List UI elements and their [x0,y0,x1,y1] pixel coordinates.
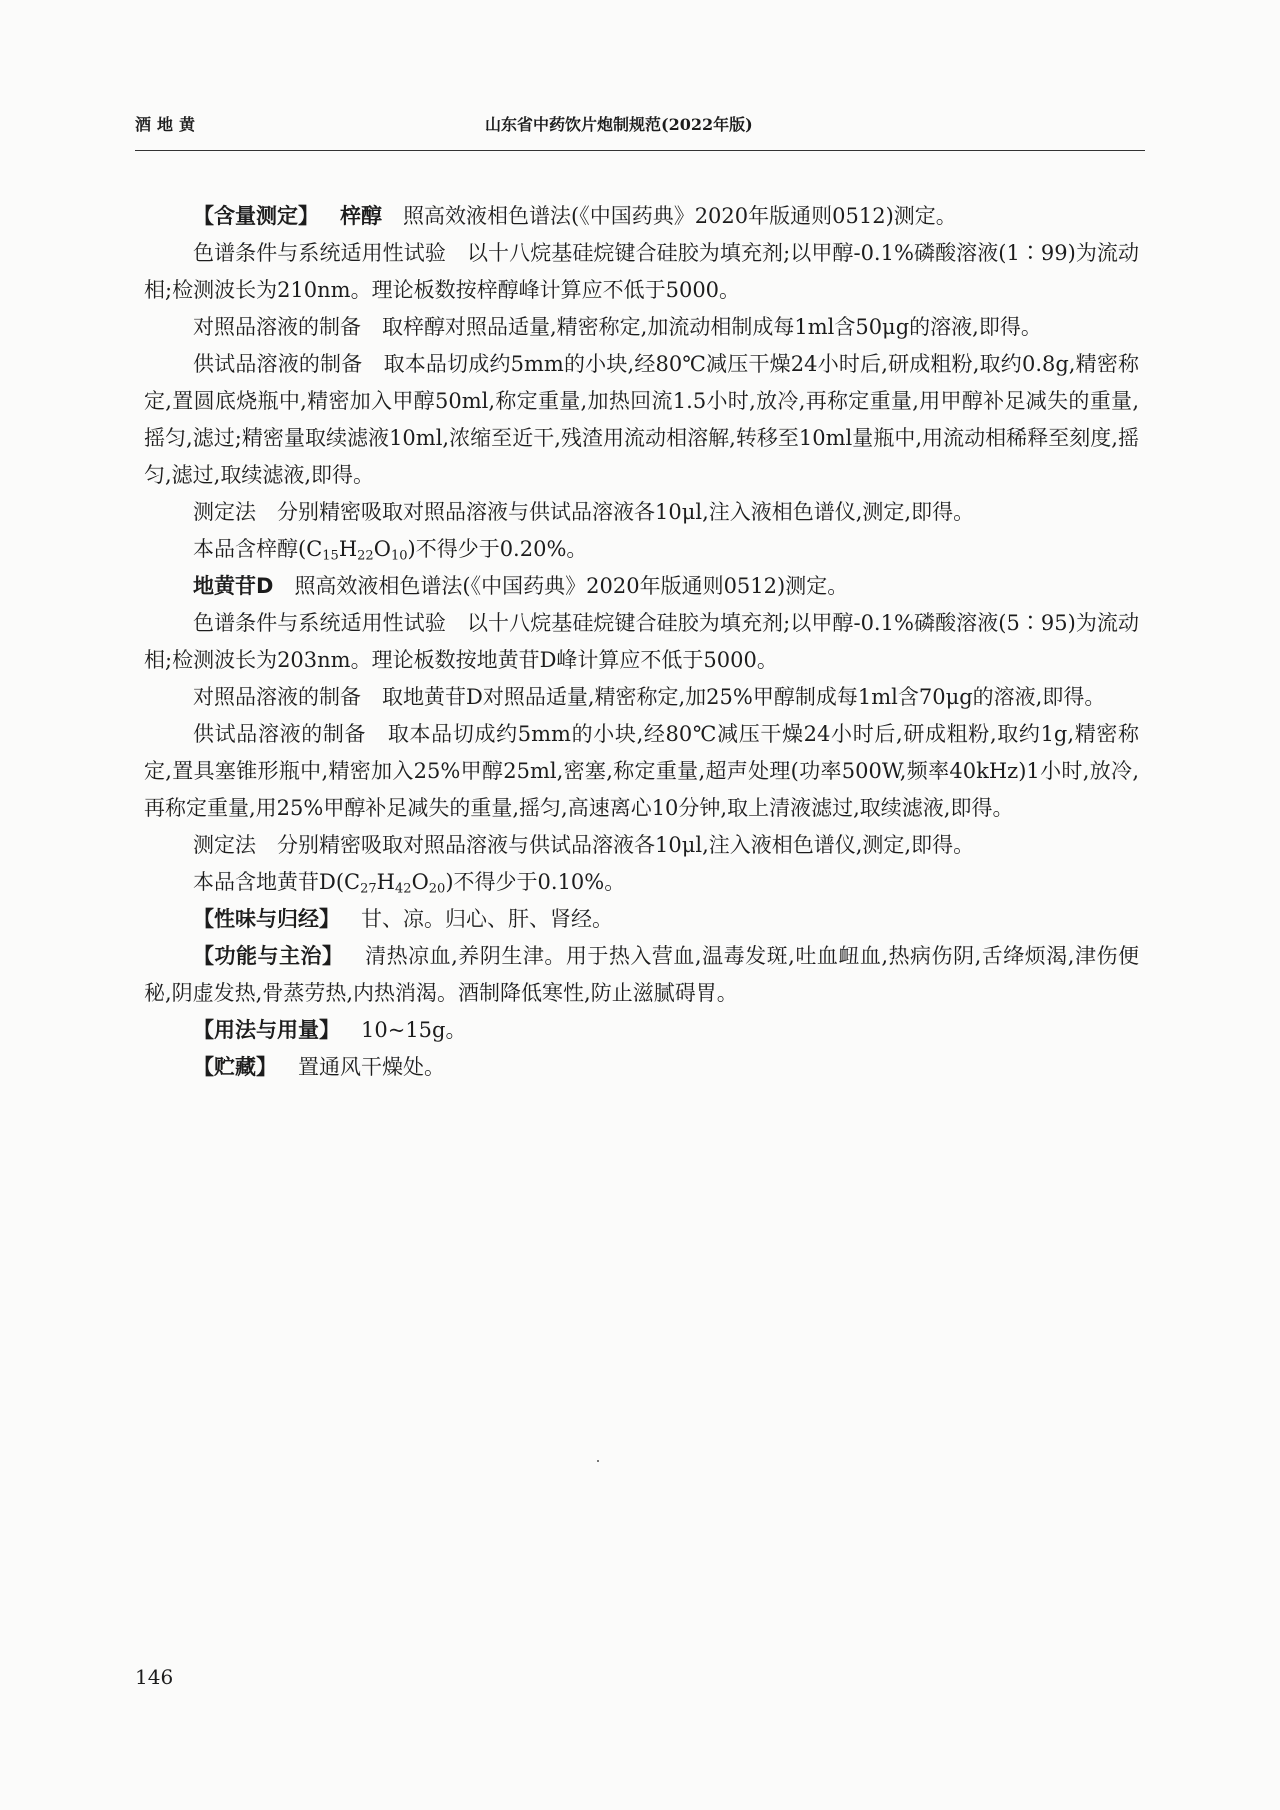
scan-speck [597,1460,599,1462]
paragraph-text: 分别精密吸取对照品溶液与供试品溶液各10μl,注入液相色谱仪,测定,即得。 [277,833,975,857]
paragraph-text: 以十八烷基硅烷键合硅胶为填充剂;以甲醇-0.1%磷酸溶液(1∶99)为流动相;检测波长为210nm。理论板数按梓醇峰计算应不低于5000。 [144,241,1139,302]
formula-text: 本品含地黄苷D(C [193,870,361,894]
paragraph-chromatographic-conditions-2 [144,605,1139,679]
section-tag-assay: 【含量测定】 [193,204,319,228]
section-tag-storage: 【贮藏】 [193,1055,277,1079]
paragraph-procedure-2 [144,827,1139,864]
formula-text: 本品含梓醇(C [193,537,323,561]
body-text [144,198,1139,1086]
paragraph-rehmannioside-d [144,568,1139,605]
paragraph-reference-solution-2 [144,679,1139,716]
paragraph-functions [144,938,1139,1012]
paragraph-content-assay [144,198,1139,235]
formula-text: H [376,870,395,894]
paragraph-storage [144,1049,1139,1086]
formula-text: )不得少于0.10%。 [445,870,626,894]
paragraph-dosage [144,1012,1139,1049]
paragraph-text: 照高效液相色谱法(《中国药典》2020年版通则0512)测定。 [294,574,849,598]
section-tag-nature: 【性味与归经】 [193,907,340,931]
header-book-title: 山东省中药饮片炮制规范(2022年版) [485,115,753,134]
section-tag-functions: 【功能与主治】 [193,944,344,968]
paragraph-chromatographic-conditions [144,235,1139,309]
paragraph-limit-catalpol [144,531,1139,568]
paragraph-limit-rehmannioside [144,864,1139,901]
paragraph-text: 以十八烷基硅烷键合硅胶为填充剂;以甲醇-0.1%磷酸溶液(5∶95)为流动相;检测波长为203nm。理论板数按地黄苷D峰计算应不低于5000。 [144,611,1139,672]
paragraph-text: 取梓醇对照品适量,精密称定,加流动相制成每1ml含50μg的溶液,即得。 [382,315,1042,339]
paragraph-procedure [144,494,1139,531]
paragraph-reference-solution [144,309,1139,346]
paragraph-test-solution-2 [144,716,1139,827]
paragraph-lead: 对照品溶液的制备 [193,315,361,339]
formula-subscript: 15 [322,548,339,564]
paragraph-text: 取本品切成约5mm的小块,经80℃减压干燥24小时后,研成粗粉,取约0.8g,精密称定,置圆底烧瓶中,精密加入甲醇50ml,称定重量,加热回流1.5小时,放冷,再称定重量,用甲醇补足减失的重量,摇匀,滤过;精密量取续滤液10ml,浓缩至近干,残渣用流动相溶解,转移至10ml量瓶中,用流动相稀释至刻度,摇匀,滤过,取续滤液,即得。 [144,352,1139,487]
paragraph-lead: 色谱条件与系统适用性试验 [193,241,446,265]
formula-subscript: 22 [357,548,374,564]
analyte-rehmannioside-d: 地黄苷D [193,574,274,598]
paragraph-lead: 测定法 [193,833,256,857]
paragraph-text: 分别精密吸取对照品溶液与供试品溶液各10μl,注入液相色谱仪,测定,即得。 [277,500,975,524]
paragraph-text: 清热凉血,养阴生津。用于热入营血,温毒发斑,吐血衄血,热病伤阴,舌绛烦渴,津伤便秘,阴虚发热,骨蒸劳热,内热消渴。酒制降低寒性,防止滋腻碍胃。 [144,944,1139,1005]
header-section-title: 酒地黄 [135,115,202,134]
formula-text: O [411,870,429,894]
paragraph-lead: 供试品溶液的制备 [193,352,363,376]
formula-subscript: 20 [428,881,446,897]
formula-text: O [373,537,391,561]
section-tag-dosage: 【用法与用量】 [193,1018,340,1042]
running-header [135,112,1145,142]
paragraph-text: 取地黄苷D对照品适量,精密称定,加25%甲醇制成每1ml含70μg的溶液,即得。 [382,685,1106,709]
paragraph-lead: 对照品溶液的制备 [193,685,361,709]
paragraph-text: 照高效液相色谱法(《中国药典》2020年版通则0512)测定。 [403,204,957,228]
header-rule [135,150,1145,151]
paragraph-nature-meridian [144,901,1139,938]
paragraph-text: 置通风干燥处。 [298,1055,445,1079]
formula-text: H [338,537,358,561]
paragraph-text: 甘、凉。归心、肝、肾经。 [361,907,613,931]
paragraph-lead: 供试品溶液的制备 [193,722,367,746]
formula-subscript: 27 [360,881,377,897]
paragraph-lead: 色谱条件与系统适用性试验 [193,611,446,635]
page-number: 146 [135,1665,174,1689]
analyte-catalpol: 梓醇 [340,204,382,228]
paragraph-text: 10~15g。 [361,1018,467,1042]
formula-subscript: 42 [395,881,412,897]
paragraph-lead: 测定法 [193,500,256,524]
paragraph-test-solution [144,346,1139,494]
formula-text: )不得少于0.20%。 [407,537,588,561]
paragraph-text: 取本品切成约5mm的小块,经80℃减压干燥24小时后,研成粗粉,取约1g,精密称定,置具塞锥形瓶中,精密加入25%甲醇25ml,密塞,称定重量,超声处理(功率500W,频率40kHz)1小时,放冷,再称定重量,用25%甲醇补足减失的重量,摇匀,高速离心10分钟,取上清液滤过,取续滤液,即得。 [144,722,1140,820]
formula-subscript: 10 [390,548,408,564]
